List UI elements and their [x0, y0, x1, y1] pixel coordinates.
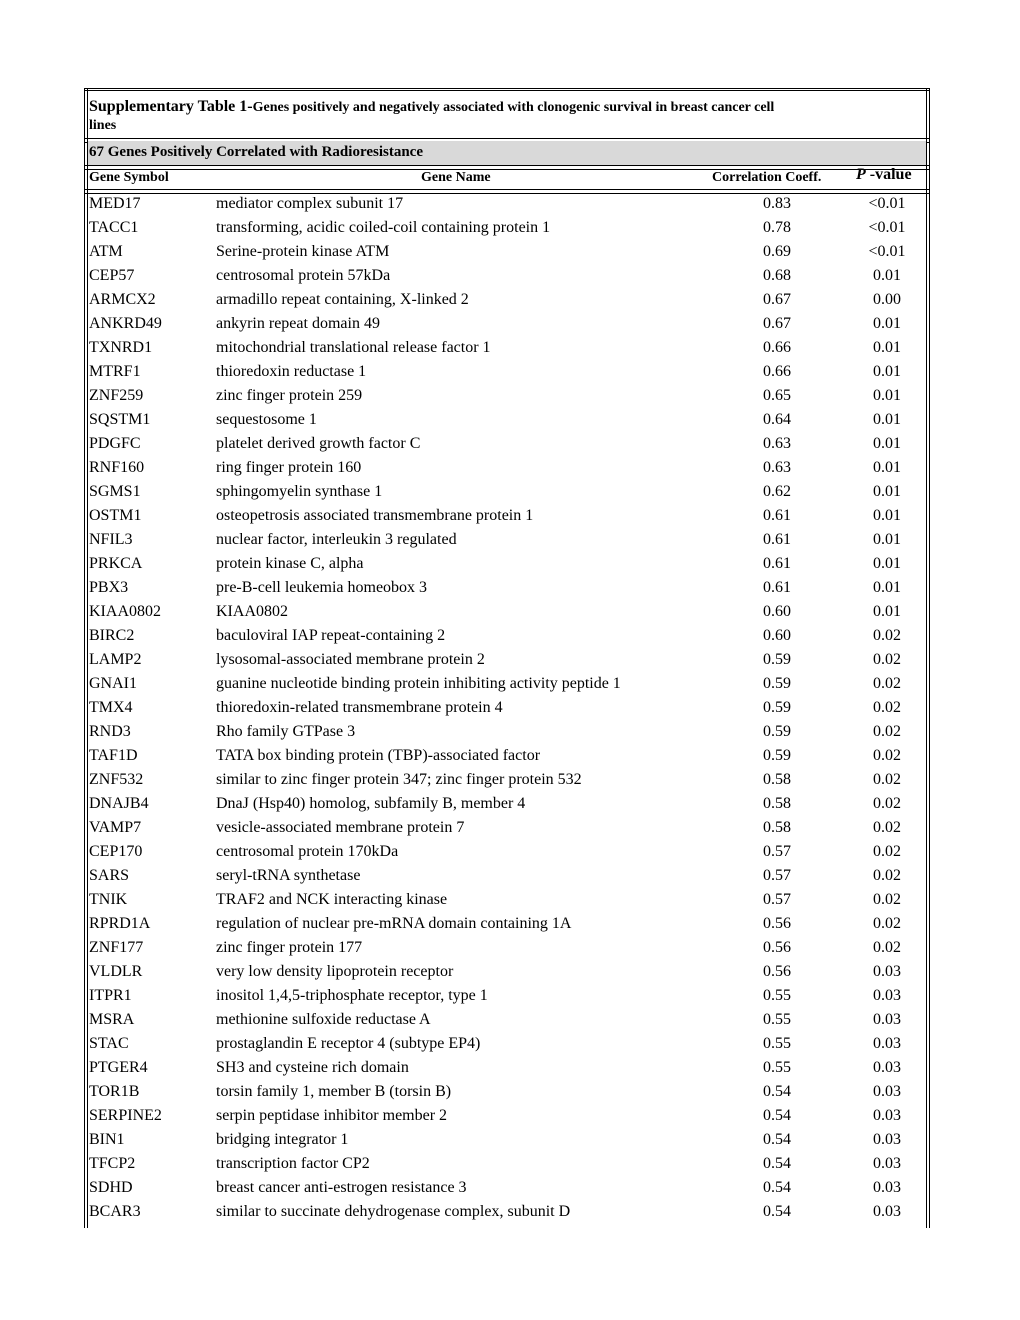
gene-symbol: ITPR1 — [89, 987, 132, 1004]
table-body — [0, 192, 1020, 1224]
gene-name: vesicle-associated membrane protein 7 — [216, 819, 465, 836]
gene-name: ankyrin repeat domain 49 — [216, 315, 380, 332]
gene-symbol: SQSTM1 — [89, 411, 151, 428]
correlation-coeff: 0.68 — [763, 267, 791, 284]
p-value: 0.01 — [873, 315, 901, 332]
p-value: 0.01 — [873, 435, 901, 452]
table-row — [0, 864, 1020, 888]
correlation-coeff: 0.56 — [763, 963, 791, 980]
table-row — [0, 792, 1020, 816]
gene-symbol: ZNF532 — [89, 771, 144, 788]
column-header-coeff: Correlation Coeff. — [712, 170, 822, 185]
p-value: 0.02 — [873, 675, 901, 692]
correlation-coeff: 0.57 — [763, 843, 791, 860]
gene-symbol: SGMS1 — [89, 483, 141, 500]
gene-symbol: PBX3 — [89, 579, 129, 596]
correlation-coeff: 0.55 — [763, 1011, 791, 1028]
gene-name: very low density lipoprotein receptor — [216, 963, 454, 980]
table-row — [0, 432, 1020, 456]
table-row — [0, 216, 1020, 240]
table-row — [0, 1008, 1020, 1032]
gene-symbol: VLDLR — [89, 963, 143, 980]
table-row — [0, 408, 1020, 432]
p-value: 0.02 — [873, 747, 901, 764]
correlation-coeff: 0.57 — [763, 891, 791, 908]
gene-name: transcription factor CP2 — [216, 1155, 370, 1172]
gene-name: KIAA0802 — [216, 603, 288, 620]
table-row — [0, 456, 1020, 480]
gene-name: breast cancer anti-estrogen resistance 3 — [216, 1179, 467, 1196]
gene-name: bridging integrator 1 — [216, 1131, 349, 1148]
table-row — [0, 1080, 1020, 1104]
gene-name: protein kinase C, alpha — [216, 555, 364, 572]
p-value: 0.03 — [873, 1059, 901, 1076]
table-row — [0, 840, 1020, 864]
correlation-coeff: 0.54 — [763, 1179, 791, 1196]
correlation-coeff: 0.56 — [763, 915, 791, 932]
correlation-coeff: 0.63 — [763, 459, 791, 476]
correlation-coeff: 0.57 — [763, 867, 791, 884]
p-value: 0.03 — [873, 1011, 901, 1028]
p-value: 0.01 — [873, 483, 901, 500]
gene-name: centrosomal protein 57kDa — [216, 267, 391, 284]
table-row — [0, 312, 1020, 336]
correlation-coeff: 0.55 — [763, 1059, 791, 1076]
table-row — [0, 648, 1020, 672]
table-row — [0, 600, 1020, 624]
gene-name: zinc finger protein 259 — [216, 387, 363, 404]
p-value: 0.00 — [873, 291, 901, 308]
table-row — [0, 1152, 1020, 1176]
gene-symbol: TACC1 — [89, 219, 139, 236]
table-row — [0, 768, 1020, 792]
gene-name: Rho family GTPase 3 — [216, 723, 356, 740]
correlation-coeff: 0.58 — [763, 819, 791, 836]
gene-symbol: ATM — [89, 243, 123, 260]
gene-symbol: MED17 — [89, 195, 141, 212]
column-header-pvalue — [856, 166, 912, 184]
correlation-coeff: 0.59 — [763, 651, 791, 668]
gene-symbol: MSRA — [89, 1011, 135, 1028]
gene-name: sequestosome 1 — [216, 411, 317, 428]
p-value: 0.01 — [873, 411, 901, 428]
gene-name: lysosomal-associated membrane protein 2 — [216, 651, 485, 668]
gene-name: TRAF2 and NCK interacting kinase — [216, 891, 448, 908]
gene-symbol: ANKRD49 — [89, 315, 162, 332]
correlation-coeff: 0.54 — [763, 1203, 791, 1220]
gene-name: zinc finger protein 177 — [216, 939, 363, 956]
table-row — [0, 936, 1020, 960]
gene-name: platelet derived growth factor C — [216, 435, 421, 452]
gene-name: transforming, acidic coiled-coil containing protein 1 — [216, 219, 551, 236]
p-value: 0.02 — [873, 843, 901, 860]
gene-symbol: CEP170 — [89, 843, 143, 860]
p-value: 0.03 — [873, 1035, 901, 1052]
correlation-coeff: 0.54 — [763, 1155, 791, 1172]
correlation-coeff: 0.67 — [763, 291, 791, 308]
gene-symbol: ZNF259 — [89, 387, 144, 404]
gene-symbol: MTRF1 — [89, 363, 141, 380]
p-value: 0.01 — [873, 387, 901, 404]
gene-symbol: STAC — [89, 1035, 129, 1052]
p-value: 0.01 — [873, 531, 901, 548]
gene-symbol: NFIL3 — [89, 531, 133, 548]
correlation-coeff: 0.58 — [763, 771, 791, 788]
p-value: 0.02 — [873, 651, 901, 668]
p-value: 0.03 — [873, 1155, 901, 1172]
pvalue-suffix: -value — [865, 166, 912, 183]
gene-name: methionine sulfoxide reductase A — [216, 1011, 431, 1028]
table-row — [0, 960, 1020, 984]
p-value: 0.01 — [873, 579, 901, 596]
gene-name: thioredoxin-related transmembrane protein 4 — [216, 699, 503, 716]
gene-name: torsin family 1, member B (torsin B) — [216, 1083, 452, 1100]
table-row — [0, 1200, 1020, 1224]
gene-symbol: RNF160 — [89, 459, 145, 476]
p-value: 0.03 — [873, 987, 901, 1004]
p-value: 0.01 — [873, 339, 901, 356]
gene-name: armadillo repeat containing, X-linked 2 — [216, 291, 469, 308]
gene-name: Serine-protein kinase ATM — [216, 243, 390, 260]
gene-symbol: TMX4 — [89, 699, 133, 716]
correlation-coeff: 0.54 — [763, 1131, 791, 1148]
gene-symbol: PRKCA — [89, 555, 143, 572]
p-value: 0.01 — [873, 267, 901, 284]
p-value: 0.01 — [873, 363, 901, 380]
gene-name: serpin peptidase inhibitor member 2 — [216, 1107, 448, 1124]
correlation-coeff: 0.58 — [763, 795, 791, 812]
table-row — [0, 888, 1020, 912]
table-row — [0, 984, 1020, 1008]
gene-symbol: DNAJB4 — [89, 795, 149, 812]
gene-symbol: LAMP2 — [89, 651, 142, 668]
table-row — [0, 384, 1020, 408]
p-value: 0.02 — [873, 627, 901, 644]
table-row — [0, 360, 1020, 384]
gene-symbol: PTGER4 — [89, 1059, 148, 1076]
correlation-coeff: 0.54 — [763, 1083, 791, 1100]
gene-name: pre-B-cell leukemia homeobox 3 — [216, 579, 428, 596]
correlation-coeff: 0.78 — [763, 219, 791, 236]
gene-symbol: KIAA0802 — [89, 603, 161, 620]
correlation-coeff: 0.55 — [763, 987, 791, 1004]
correlation-coeff: 0.69 — [763, 243, 791, 260]
gene-name: TATA box binding protein (TBP)-associated factor — [216, 747, 541, 764]
table-row — [0, 552, 1020, 576]
table-row — [0, 264, 1020, 288]
caption-lead: Supplementary Table 1- — [89, 98, 253, 115]
table-row — [0, 528, 1020, 552]
gene-name: mediator complex subunit 17 — [216, 195, 404, 212]
gene-name: mitochondrial translational release factor 1 — [216, 339, 491, 356]
p-value: 0.03 — [873, 1131, 901, 1148]
p-value: 0.01 — [873, 507, 901, 524]
gene-symbol: GNAI1 — [89, 675, 137, 692]
p-value: <0.01 — [868, 243, 906, 260]
correlation-coeff: 0.61 — [763, 555, 791, 572]
section-title: 67 Genes Positively Correlated with Radioresistance — [89, 144, 423, 160]
gene-symbol: VAMP7 — [89, 819, 142, 836]
correlation-coeff: 0.67 — [763, 315, 791, 332]
gene-name: similar to zinc finger protein 347; zinc finger protein 532 — [216, 771, 582, 788]
correlation-coeff: 0.66 — [763, 339, 791, 356]
column-header-symbol: Gene Symbol — [89, 170, 169, 185]
correlation-coeff: 0.66 — [763, 363, 791, 380]
caption-text-line2: lines — [89, 118, 117, 133]
gene-symbol: TNIK — [89, 891, 128, 908]
gene-symbol: ZNF177 — [89, 939, 144, 956]
correlation-coeff: 0.83 — [763, 195, 791, 212]
table-row — [0, 576, 1020, 600]
table-row — [0, 288, 1020, 312]
gene-symbol: PDGFC — [89, 435, 141, 452]
gene-symbol: TOR1B — [89, 1083, 140, 1100]
p-value: 0.03 — [873, 1203, 901, 1220]
p-value: 0.02 — [873, 771, 901, 788]
table-row — [0, 240, 1020, 264]
correlation-coeff: 0.54 — [763, 1107, 791, 1124]
table-caption — [89, 96, 925, 119]
gene-name: similar to succinate dehydrogenase complex, subunit D — [216, 1203, 571, 1220]
correlation-coeff: 0.65 — [763, 387, 791, 404]
table-row — [0, 336, 1020, 360]
p-value: 0.02 — [873, 723, 901, 740]
table-row — [0, 624, 1020, 648]
correlation-coeff: 0.61 — [763, 507, 791, 524]
gene-name: guanine nucleotide binding protein inhibiting activity peptide 1 — [216, 675, 621, 692]
table-row — [0, 1128, 1020, 1152]
table-row — [0, 720, 1020, 744]
gene-symbol: BIRC2 — [89, 627, 135, 644]
table-row — [0, 672, 1020, 696]
gene-name: ring finger protein 160 — [216, 459, 362, 476]
table-row — [0, 1056, 1020, 1080]
table-row — [0, 1176, 1020, 1200]
p-value: 0.01 — [873, 459, 901, 476]
correlation-coeff: 0.59 — [763, 675, 791, 692]
correlation-coeff: 0.60 — [763, 603, 791, 620]
gene-name: inositol 1,4,5-triphosphate receptor, type 1 — [216, 987, 488, 1004]
table-row — [0, 504, 1020, 528]
gene-name: seryl-tRNA synthetase — [216, 867, 361, 884]
p-value: 0.02 — [873, 891, 901, 908]
p-value: 0.03 — [873, 963, 901, 980]
gene-symbol: TXNRD1 — [89, 339, 153, 356]
correlation-coeff: 0.56 — [763, 939, 791, 956]
correlation-coeff: 0.61 — [763, 531, 791, 548]
p-value: 0.01 — [873, 603, 901, 620]
gene-name: regulation of nuclear pre-mRNA domain containing 1A — [216, 915, 572, 932]
gene-name: sphingomyelin synthase 1 — [216, 483, 383, 500]
gene-symbol: BIN1 — [89, 1131, 125, 1148]
correlation-coeff: 0.59 — [763, 723, 791, 740]
gene-symbol: TAF1D — [89, 747, 138, 764]
p-value: <0.01 — [868, 195, 906, 212]
table-row — [0, 1032, 1020, 1056]
gene-symbol: BCAR3 — [89, 1203, 141, 1220]
table-row — [0, 744, 1020, 768]
gene-symbol: OSTM1 — [89, 507, 142, 524]
correlation-coeff: 0.63 — [763, 435, 791, 452]
gene-name: nuclear factor, interleukin 3 regulated — [216, 531, 457, 548]
gene-symbol: SARS — [89, 867, 130, 884]
gene-name: baculoviral IAP repeat-containing 2 — [216, 627, 446, 644]
correlation-coeff: 0.55 — [763, 1035, 791, 1052]
p-value: 0.03 — [873, 1083, 901, 1100]
gene-symbol: RPRD1A — [89, 915, 151, 932]
column-header-name: Gene Name — [421, 170, 491, 185]
p-value: 0.03 — [873, 1179, 901, 1196]
gene-name: osteopetrosis associated transmembrane protein 1 — [216, 507, 534, 524]
gene-symbol: TFCP2 — [89, 1155, 136, 1172]
gene-name: DnaJ (Hsp40) homolog, subfamily B, member 4 — [216, 795, 526, 812]
gene-symbol: SDHD — [89, 1179, 133, 1196]
p-value: 0.02 — [873, 699, 901, 716]
table-row — [0, 480, 1020, 504]
gene-symbol: SERPINE2 — [89, 1107, 162, 1124]
correlation-coeff: 0.60 — [763, 627, 791, 644]
gene-name: SH3 and cysteine rich domain — [216, 1059, 409, 1076]
table-row — [0, 696, 1020, 720]
p-value: 0.02 — [873, 795, 901, 812]
correlation-coeff: 0.62 — [763, 483, 791, 500]
gene-name: thioredoxin reductase 1 — [216, 363, 367, 380]
gene-name: prostaglandin E receptor 4 (subtype EP4) — [216, 1035, 481, 1052]
table-row — [0, 1104, 1020, 1128]
p-value: <0.01 — [868, 219, 906, 236]
gene-symbol: RND3 — [89, 723, 131, 740]
gene-symbol: ARMCX2 — [89, 291, 156, 308]
table-row — [0, 816, 1020, 840]
p-value: 0.02 — [873, 867, 901, 884]
p-value: 0.01 — [873, 555, 901, 572]
gene-name: centrosomal protein 170kDa — [216, 843, 399, 860]
table-row — [0, 192, 1020, 216]
correlation-coeff: 0.59 — [763, 699, 791, 716]
caption-text: Genes positively and negatively associated with clonogenic survival in breast cancer cell — [252, 100, 775, 115]
correlation-coeff: 0.61 — [763, 579, 791, 596]
table-row — [0, 912, 1020, 936]
p-value: 0.02 — [873, 819, 901, 836]
correlation-coeff: 0.59 — [763, 747, 791, 764]
gene-symbol: CEP57 — [89, 267, 135, 284]
correlation-coeff: 0.64 — [763, 411, 791, 428]
pvalue-italic-p: P — [856, 166, 866, 183]
p-value: 0.02 — [873, 939, 901, 956]
p-value: 0.02 — [873, 915, 901, 932]
p-value: 0.03 — [873, 1107, 901, 1124]
